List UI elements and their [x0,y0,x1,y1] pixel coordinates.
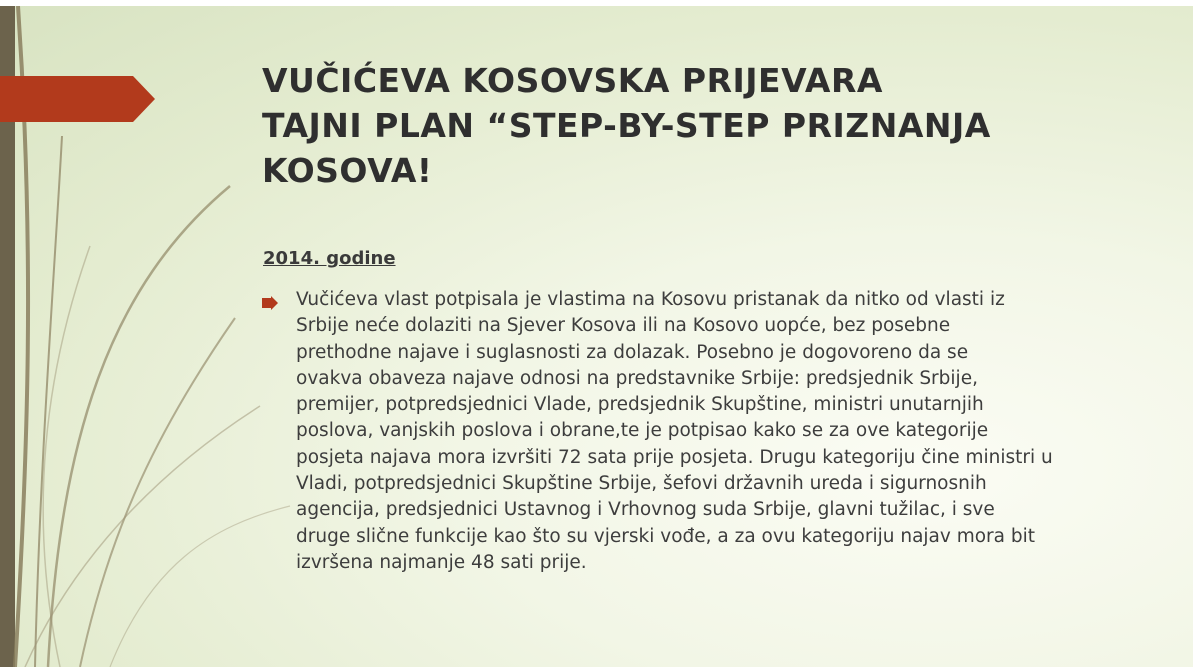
bullet-text-line: premijer, potpredsjednici Vlade, predsjednik Skupštine, ministri unutarnjih [296,394,984,416]
slide-title-line: KOSOVA! [262,151,433,190]
bullet-text [296,287,1156,576]
date-subheading: 2014. godine [263,248,396,269]
bullet-text-line: poslova, vanjskih poslova i obrane,te je potpisao kako se za ove kategorije [296,420,989,442]
bullet-text-line: posjeta najava mora izvršiti 72 sata prije posjeta. Drugu kategoriju čine ministri u [296,446,1053,468]
arrow-bullet-icon [262,296,278,310]
slide-title [262,58,1122,193]
slide-title-line: TAJNI PLAN “STEP-BY-STEP PRIZNANJA [262,106,991,145]
bullet-text-line: druge slične funkcije kao što su vjerski vođe, a za ovu kategoriju najav mora bit [296,525,1036,547]
slide-title-line: VUČIĆEVA KOSOVSKA PRIJEVARA [262,61,883,100]
bullet-text-line: prethodne najave i suglasnosti za dolazak. Posebno je dogovoreno da se [296,341,969,363]
presentation-slide [0,6,1193,667]
bullet-text-line: Vladi, potpredsjednici Skupštine Srbije, šefovi državnih ureda i sigurnosnih [296,473,987,495]
bullet-text-line: Vučićeva vlast potpisala je vlastima na Kosovu pristanak da nitko od vlasti iz [296,289,1005,310]
bullet-text-line: Srbije neće dolaziti na Sjever Kosova ili na Kosovo uopće, bez posebne [296,315,951,337]
bullet-text-line: ovakva obaveza najave odnosi na predstavnike Srbije: predsjednik Srbije, [296,367,978,389]
bullet-text-line: agencija, predsjednici Ustavnog i Vrhovnog suda Srbije, glavni tužilac, i sve [296,499,995,521]
red-arrow-tab-icon [0,76,155,122]
bullet-text-line: izvršena najmanje 48 sati prije. [296,551,587,573]
